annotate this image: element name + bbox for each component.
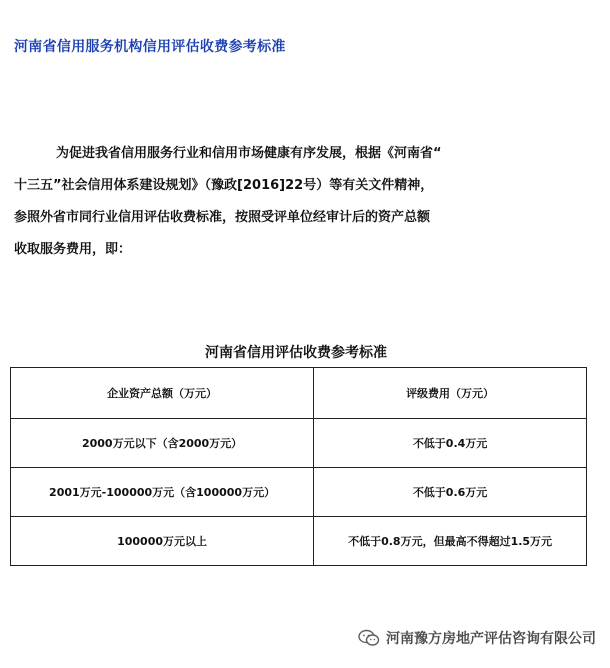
intro-line: 参照外省市同行业信用评估收费标准，按照受评单位经审计后的资产总额 (14, 210, 431, 225)
intro-line: 收取服务费用，即： (14, 242, 132, 257)
table-row (11, 419, 587, 468)
cell-fee: 不低于0.6万元 (314, 468, 587, 517)
cell-asset-range: 2000万元以下（含2000万元） (11, 419, 314, 468)
document-title: 河南省信用服务机构信用评估收费参考标准 (14, 39, 286, 55)
header-asset-total: 企业资产总额（万元） (11, 368, 314, 419)
header-rating-fee: 评级费用（万元） (314, 368, 587, 419)
intro-paragraph (14, 138, 586, 266)
watermark (358, 628, 596, 648)
table-row (11, 517, 587, 566)
cell-asset-range: 100000万元以上 (11, 517, 314, 566)
intro-line: 为促进我省信用服务行业和信用市场健康有序发展，根据《河南省“ (56, 146, 442, 161)
cell-fee: 不低于0.8万元，但最高不得超过1.5万元 (314, 517, 587, 566)
cell-asset-range: 2001万元-100000万元（含100000万元） (11, 468, 314, 517)
watermark-text: 河南豫方房地产评估咨询有限公司 (386, 631, 596, 647)
table-header-row (11, 368, 587, 419)
table-caption: 河南省信用评估收费参考标准 (205, 345, 387, 361)
intro-line: 十三五”社会信用体系建设规划》（豫政[2016]22号）等有关文件精神， (14, 178, 434, 193)
table-row (11, 468, 587, 517)
fee-table (10, 367, 587, 566)
cell-fee: 不低于0.4万元 (314, 419, 587, 468)
wechat-icon (358, 629, 380, 647)
